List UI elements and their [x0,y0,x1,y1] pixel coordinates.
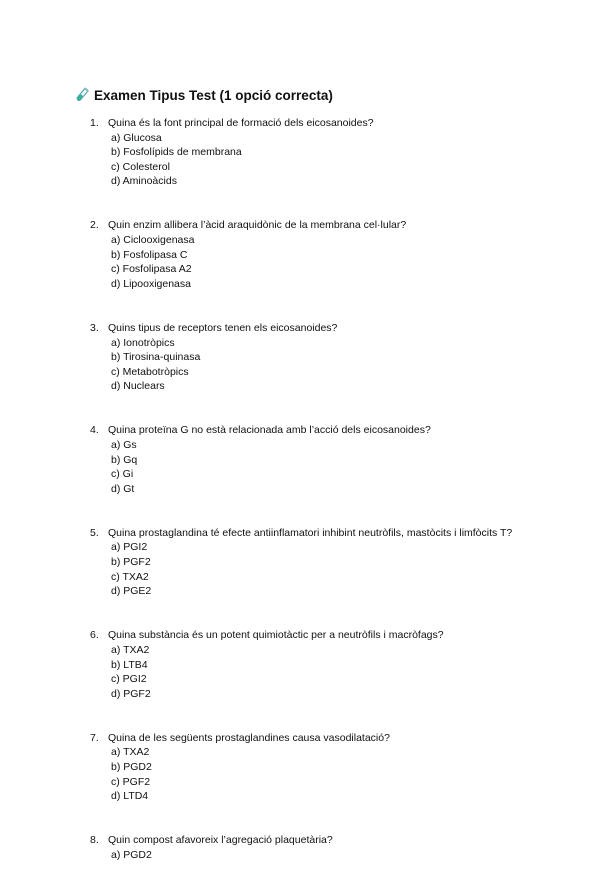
answer-options [90,131,530,189]
test-tube-icon [74,87,90,103]
answer-options [90,438,530,496]
answer-option: a) PGD2 [111,848,152,861]
answer-option: c) Gi [111,468,134,481]
answer-option: c) Fosfolipasa A2 [111,263,192,276]
answer-option: b) PGD2 [111,761,152,773]
question-text: Quina de les següents prostaglandines causa vasodilatació? [108,731,390,744]
question-text: Quina proteïna G no està relacionada amb l’acció dels eicosanoides? [108,424,431,437]
answer-option: a) Ionotròpics [111,336,175,349]
question-item [90,526,530,599]
answer-options [90,848,530,863]
answer-options [90,233,530,291]
answer-options [90,745,530,803]
answer-option: d) Aminoàcids [111,175,177,188]
answer-option: b) Tirosina-quinasa [111,351,201,364]
answer-option: c) Colesterol [111,160,170,173]
answer-options [90,336,530,394]
question-number: 5. [90,526,99,539]
answer-option: c) Metabotròpics [111,365,189,378]
question-text: Quina substància és un potent quimiotàctic per a neutròfils i macròfags? [108,629,444,642]
answer-option: c) TXA2 [111,570,149,583]
question-text: Quina prostaglandina té efecte antiinflamatori inhibint neutròfils, mastòcits i limfòcits T? [108,526,513,539]
answer-option: c) PGF2 [111,775,151,788]
question-item [90,116,530,189]
answer-option: b) Gq [111,453,138,466]
answer-option: d) Nuclears [111,380,165,393]
answer-option: d) PGE2 [111,585,152,598]
answer-option: d) Lipooxigenasa [111,277,191,290]
answer-option: d) Gt [111,482,135,495]
answer-option: b) PGF2 [111,556,151,569]
answer-option: a) Ciclooxigenasa [111,234,195,247]
question-number: 6. [90,629,99,642]
question-number: 8. [90,834,99,847]
answer-option: d) PGF2 [111,687,151,700]
question-text: Quins tipus de receptors tenen els eicosanoides? [108,321,338,334]
answer-option: a) Glucosa [111,131,162,144]
answer-options [90,643,530,701]
question-number: 2. [90,219,99,232]
question-text: Quina és la font principal de formació dels eicosanoides? [108,117,374,129]
question-text: Quin compost afavoreix l’agregació plaquetària? [108,834,333,847]
answer-options [90,540,530,598]
question-item [90,423,530,496]
answer-option: a) PGI2 [111,541,148,554]
question-item [90,628,530,701]
question-item [90,218,530,291]
question-item [90,321,530,394]
answer-option: c) PGI2 [111,673,147,686]
answer-option: b) LTB4 [111,658,148,671]
answer-option: b) Fosfolípids de membrana [111,146,242,159]
question-number: 1. [90,117,99,129]
answer-option: a) Gs [111,439,137,451]
answer-option: a) TXA2 [111,746,150,759]
question-text: Quin enzim allibera l’àcid araquidònic de la membrana cel·lular? [108,219,407,232]
exam-header [74,86,333,104]
question-number: 7. [90,731,99,744]
answer-option: a) TXA2 [111,643,150,656]
question-list [90,116,530,892]
exam-title: Examen Tipus Test (1 opció correcta) [94,87,333,103]
question-number: 3. [90,321,99,334]
question-number: 4. [90,424,99,437]
question-item [90,731,530,804]
answer-option: b) Fosfolipasa C [111,248,188,261]
answer-option: d) LTD4 [111,790,149,803]
